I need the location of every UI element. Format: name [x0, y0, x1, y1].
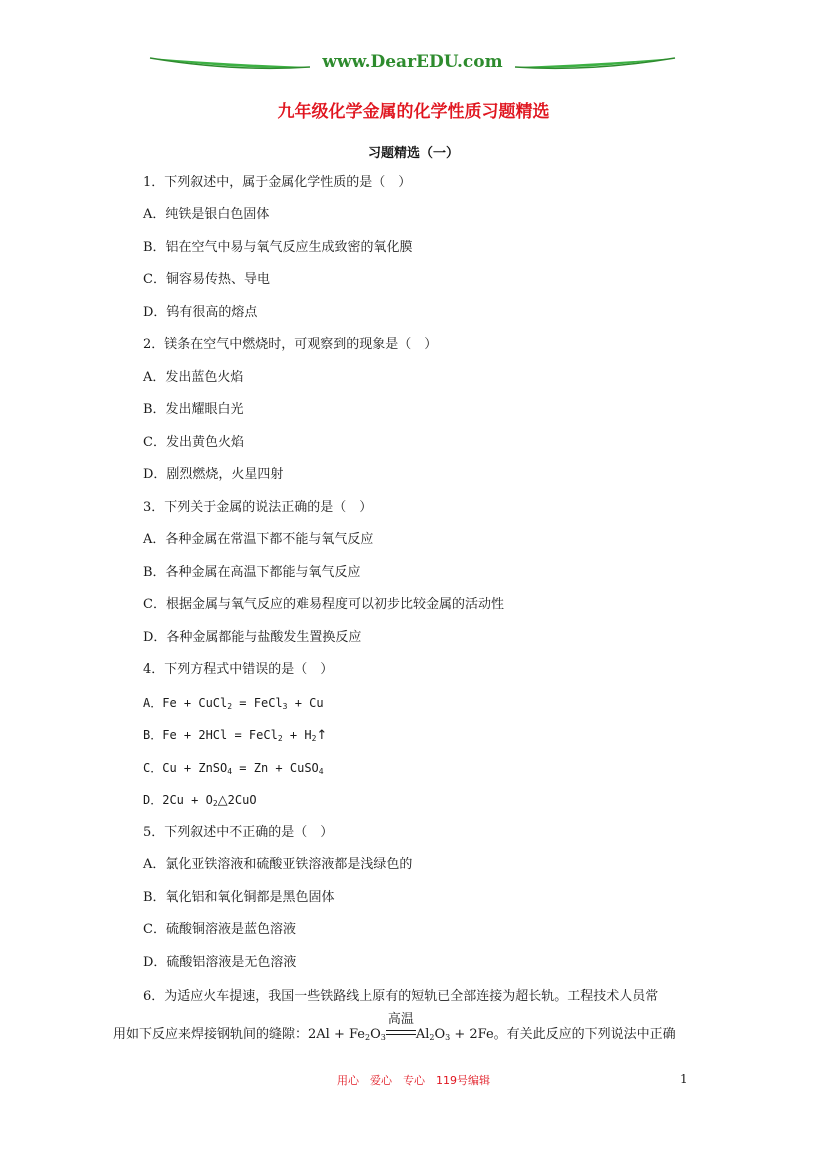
question-1-option-c: C．铜容易传热、导电: [143, 272, 270, 287]
question-1-stem: 1．下列叙述中，属于金属化学性质的是（ ）: [143, 175, 412, 190]
page-number: 1: [680, 1072, 688, 1086]
question-2-option-c: C．发出黄色火焰: [143, 435, 244, 450]
reaction-condition: 高温: [386, 1027, 416, 1043]
question-3-option-a: A．各种金属在常温下都不能与氧气反应: [143, 532, 374, 547]
question-4-option-a: A．Fe + CuCl$_2$ = FeCl$_3$ + Cu: [143, 696, 324, 711]
question-4-option-d: D．$2Cu + O_2\triangle 2CuO$: [143, 793, 257, 808]
question-6-line-1: 6．为适应火车提速，我国一些铁路线上原有的短轨已全部连接为超长轨。工程技术人员常: [143, 989, 659, 1004]
question-5-option-a: A．氯化亚铁溶液和硫酸亚铁溶液都是浅绿色的: [143, 857, 413, 872]
question-2-option-d: D．剧烈燃烧，火星四射: [143, 467, 284, 482]
question-4-option-c: C．Cu + ZnSO$_4$ = Zn + CuSO$_4$: [143, 761, 324, 776]
question-1-option-d: D．钨有很高的熔点: [143, 305, 258, 320]
question-2-option-b: B．发出耀眼白光: [143, 402, 244, 417]
question-4-option-b: B．Fe + 2HCl = FeCl$_2$ + $H_2↑$: [143, 728, 328, 743]
question-1-option-b: B．铝在空气中易与氧气反应生成致密的氧化膜: [143, 240, 413, 255]
question-5-option-d: D．硫酸铝溶液是无色溶液: [143, 955, 297, 970]
question-4-stem: 4．下列方程式中错误的是（ ）: [143, 662, 334, 677]
question-6-line-2: 用如下反应来焊接钢轨间的缝隙：$2Al + Fe_2O_3$ 高温 $Al_2O_3 + 2Fe$。有关此反应的下列说法中正确: [113, 1012, 676, 1042]
question-5-stem: 5．下列叙述中不正确的是（ ）: [143, 825, 334, 840]
question-1-option-a: A．纯铁是银白色固体: [143, 207, 270, 222]
site-logo-text: www.DearEDU.com: [322, 52, 503, 72]
page-footer: 用心 爱心 专心 119号编辑: [337, 1074, 490, 1087]
question-3-stem: 3．下列关于金属的说法正确的是（ ）: [143, 500, 373, 515]
up-arrow-icon: ↑: [316, 728, 328, 743]
question-2-stem: 2．镁条在空气中燃烧时，可观察到的现象是（ ）: [143, 337, 438, 352]
question-2-option-a: A．发出蓝色火焰: [143, 370, 244, 385]
question-5-option-b: B．氧化铝和氧化铜都是黑色固体: [143, 890, 335, 905]
document-title: 九年级化学金属的化学性质习题精选: [277, 102, 550, 122]
section-subtitle: 习题精选（一）: [367, 146, 459, 161]
question-3-option-d: D．各种金属都能与盐酸发生置换反应: [143, 630, 362, 645]
heat-triangle-icon: △: [217, 793, 228, 808]
question-3-option-b: B．各种金属在高温下都能与氧气反应: [143, 565, 361, 580]
question-3-option-c: C．根据金属与氧气反应的难易程度可以初步比较金属的活动性: [143, 597, 504, 612]
site-header-banner: [145, 50, 680, 78]
question-5-option-c: C．硫酸铜溶液是蓝色溶液: [143, 922, 296, 937]
